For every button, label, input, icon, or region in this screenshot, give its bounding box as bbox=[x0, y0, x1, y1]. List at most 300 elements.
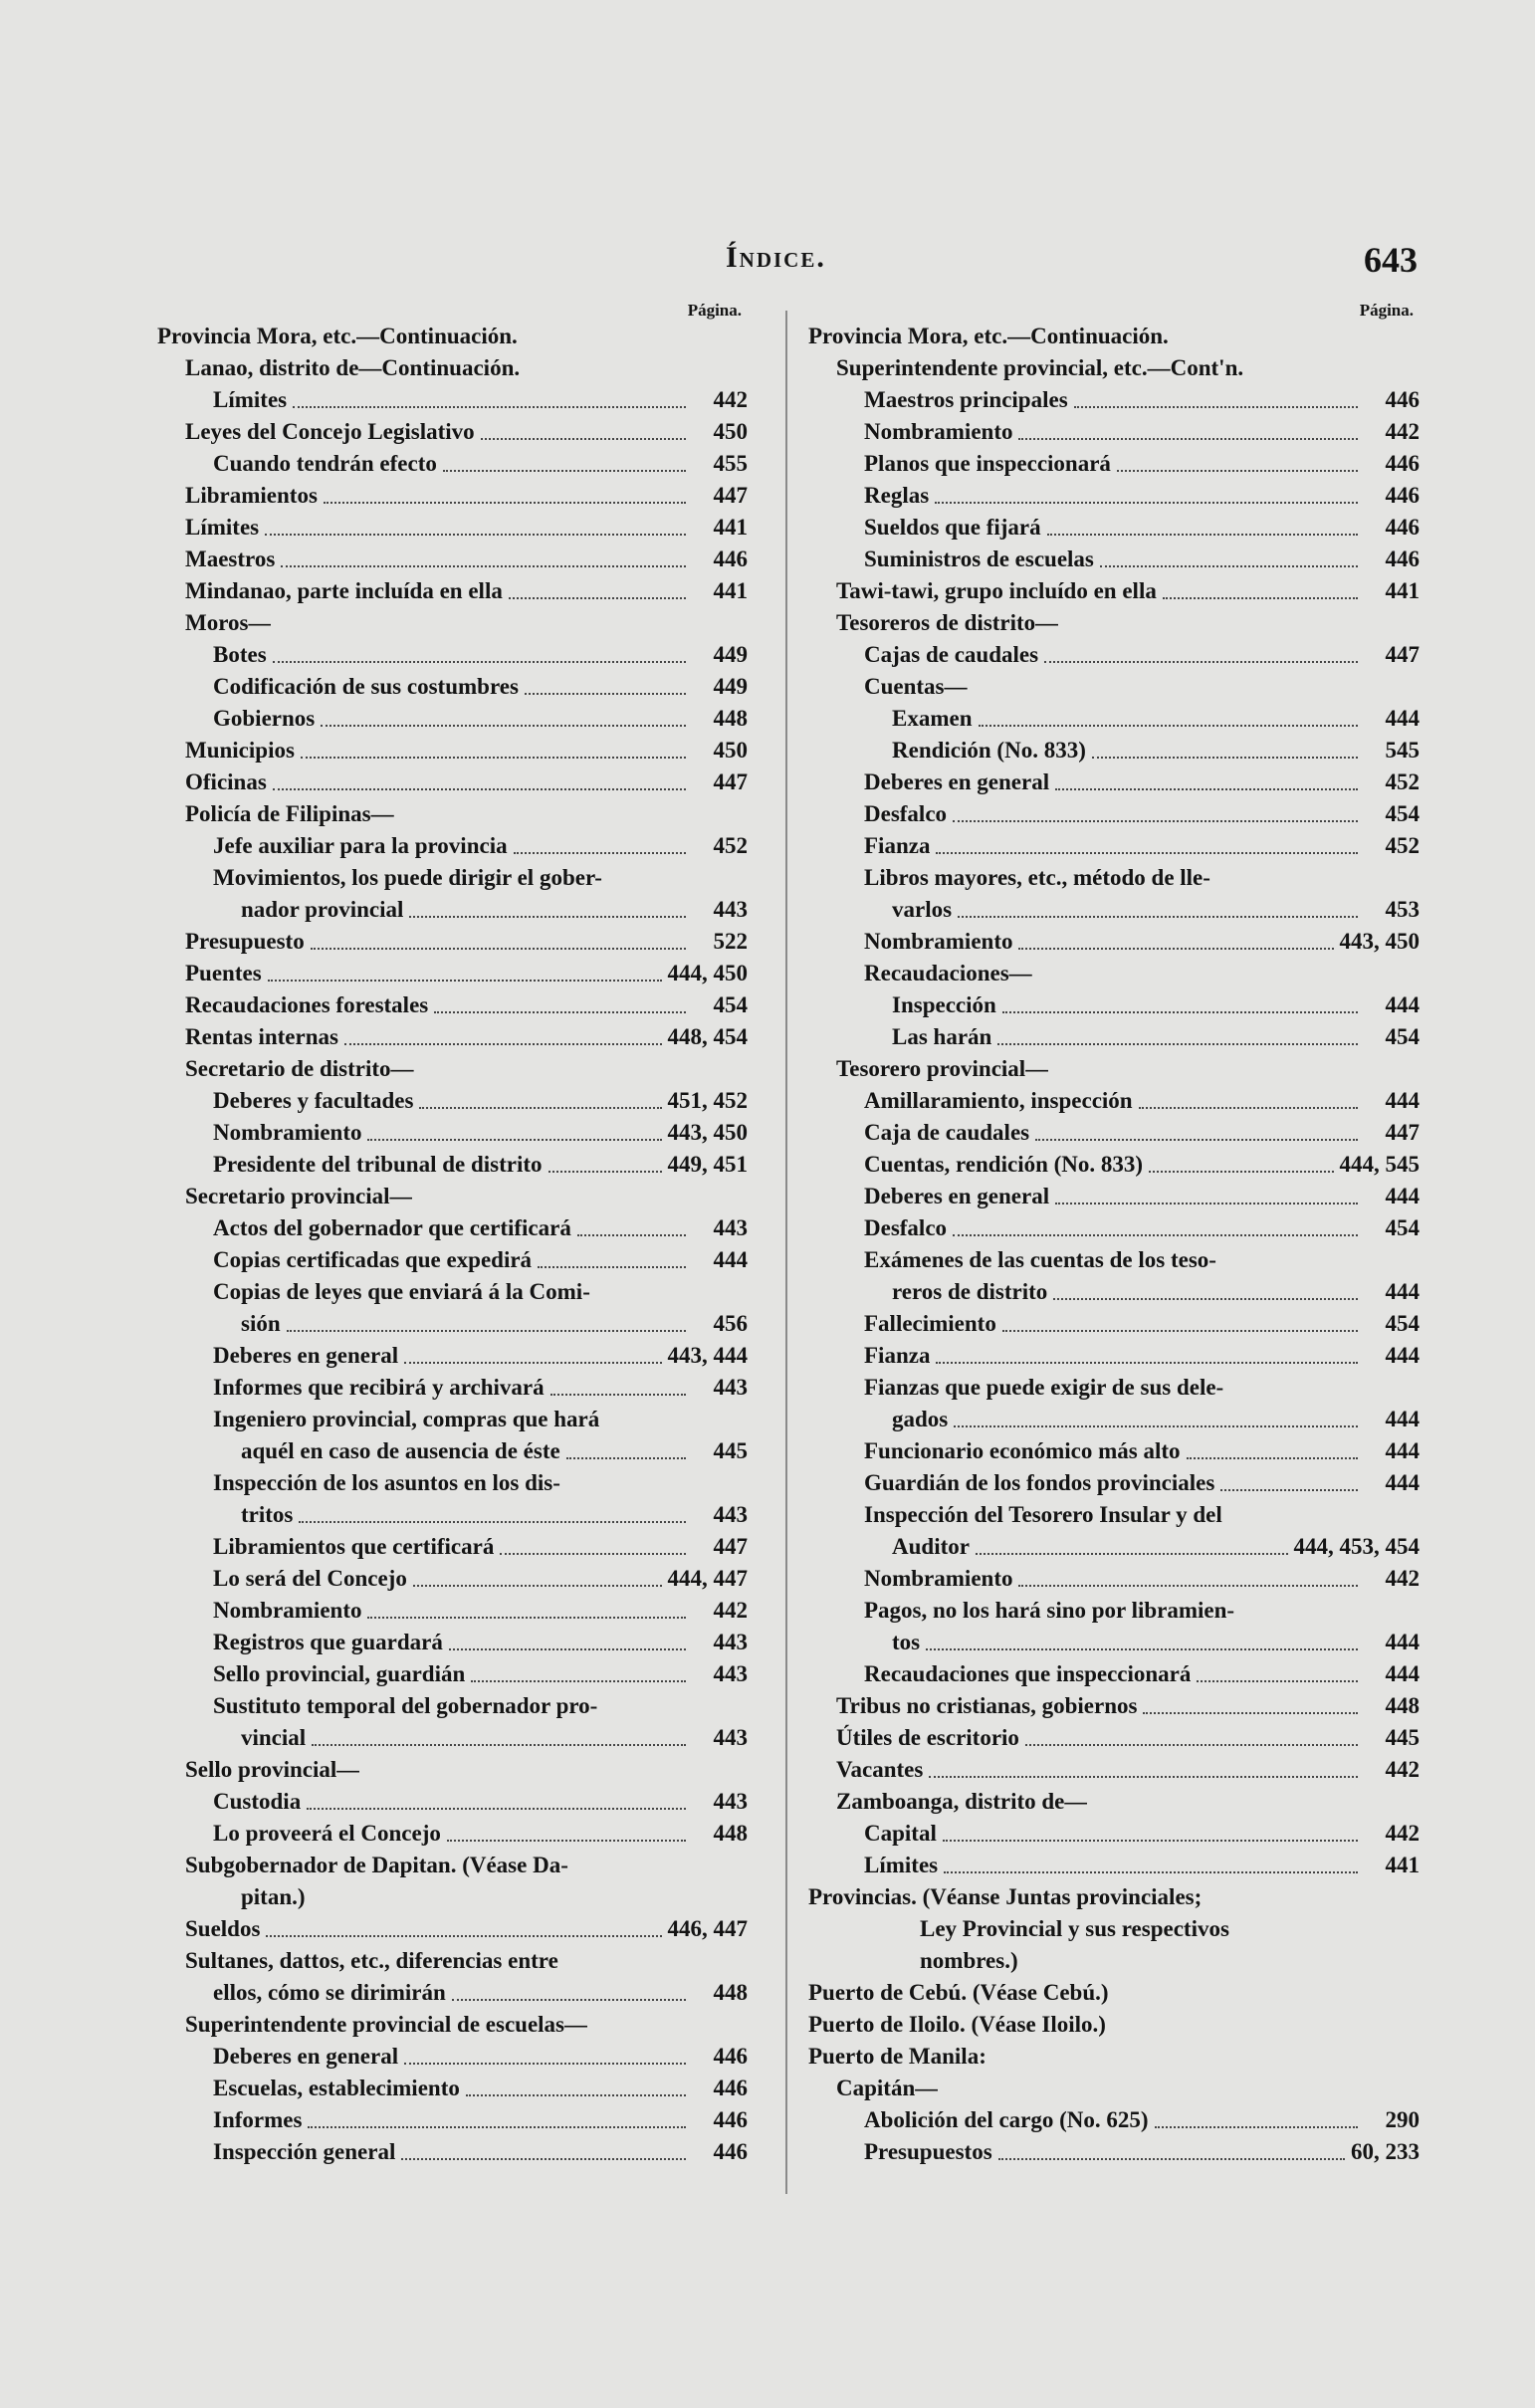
entry-page: 447 bbox=[1385, 1120, 1420, 1145]
dot-leader bbox=[997, 1043, 1358, 1045]
index-entry bbox=[808, 1627, 1420, 1658]
entry-label: Provincia Mora, etc.—Continuación. bbox=[157, 324, 518, 348]
entry-page: 441 bbox=[713, 515, 748, 540]
entry-page: 447 bbox=[713, 483, 748, 508]
entry-page: 455 bbox=[713, 451, 748, 476]
entry-page: 442 bbox=[1385, 1821, 1420, 1846]
entry-page: 448, 454 bbox=[667, 1024, 748, 1049]
entry-label: Tesoreros de distrito— bbox=[836, 610, 1059, 635]
entry-page: 444 bbox=[1385, 1407, 1420, 1431]
dot-leader bbox=[1018, 948, 1333, 950]
index-entry bbox=[808, 352, 1420, 384]
entry-page: 60, 233 bbox=[1351, 2139, 1420, 2164]
entry-label: Codificación de sus costumbres bbox=[213, 674, 519, 699]
entry-page: 447 bbox=[713, 1534, 748, 1559]
index-entry bbox=[808, 1563, 1420, 1595]
index-entry bbox=[157, 735, 748, 766]
index-entry bbox=[157, 1754, 748, 1786]
index-entry bbox=[808, 2073, 1420, 2104]
index-entry bbox=[808, 575, 1420, 607]
index-entry bbox=[808, 862, 1420, 894]
dot-leader bbox=[1002, 1011, 1358, 1013]
dot-leader bbox=[958, 916, 1358, 918]
entry-label: Ingeniero provincial, compras que hará bbox=[213, 1407, 600, 1431]
left-column bbox=[157, 301, 748, 2168]
entry-label: Movimientos, los puede dirigir el gober- bbox=[213, 865, 602, 890]
dot-leader bbox=[401, 2158, 686, 2160]
entry-label: Recaudaciones— bbox=[864, 961, 1032, 985]
entry-label: aquél en caso de ausencia de éste bbox=[241, 1438, 560, 1463]
entry-page: 442 bbox=[1385, 1566, 1420, 1591]
entry-label: Subgobernador de Dapitan. (Véase Da- bbox=[185, 1853, 568, 1877]
entry-label: Deberes en general bbox=[213, 2044, 399, 2069]
entry-label: Rentas internas bbox=[185, 1024, 338, 1049]
entry-label: Maestros bbox=[185, 547, 276, 571]
index-entry bbox=[157, 1276, 748, 1308]
entry-label: Superintendente provincial de escuelas— bbox=[185, 2012, 588, 2037]
entry-label: Sueldos bbox=[185, 1916, 261, 1941]
dot-leader bbox=[471, 1680, 686, 1682]
index-entry bbox=[808, 1372, 1420, 1404]
index-entry bbox=[157, 1658, 748, 1690]
entry-page: 443 bbox=[713, 1502, 748, 1527]
entry-label: Provincia Mora, etc.—Continuación. bbox=[808, 324, 1169, 348]
index-entry bbox=[808, 1658, 1420, 1690]
dot-leader bbox=[577, 1234, 686, 1236]
entry-page: 446 bbox=[1385, 451, 1420, 476]
entry-label: Caja de caudales bbox=[864, 1120, 1030, 1145]
index-entry bbox=[157, 2009, 748, 2041]
dot-leader bbox=[1053, 1298, 1358, 1300]
entry-label: varlos bbox=[892, 897, 953, 922]
dot-leader bbox=[404, 2063, 686, 2065]
dot-leader bbox=[404, 1362, 661, 1364]
index-entry bbox=[157, 1850, 748, 1881]
entry-label: Fianza bbox=[864, 833, 931, 858]
left-entries bbox=[157, 321, 748, 2168]
entry-label: Actos del gobernador que certificará bbox=[213, 1215, 571, 1240]
entry-label: Deberes en general bbox=[864, 769, 1050, 794]
dot-leader bbox=[1187, 1457, 1359, 1459]
entry-page: 448 bbox=[713, 1980, 748, 2005]
entry-label: Capital bbox=[864, 1821, 937, 1846]
entry-label: Zamboanga, distrito de— bbox=[836, 1789, 1088, 1814]
entry-label: Presupuesto bbox=[185, 929, 305, 954]
index-entry bbox=[808, 512, 1420, 544]
page-title: Índice. bbox=[726, 241, 826, 274]
entry-label: Botes bbox=[213, 642, 267, 667]
index-entry bbox=[808, 958, 1420, 989]
entry-label: gados bbox=[892, 1407, 949, 1431]
dot-leader bbox=[268, 980, 662, 982]
index-entry bbox=[808, 639, 1420, 671]
entry-label: Sustituto temporal del gobernador pro- bbox=[213, 1693, 598, 1718]
dot-leader bbox=[525, 693, 686, 695]
index-entry bbox=[157, 1881, 748, 1913]
entry-page: 446 bbox=[1385, 515, 1420, 540]
entry-label: Provincias. (Véanse Juntas provinciales; bbox=[808, 1884, 1203, 1909]
dot-leader bbox=[538, 1266, 686, 1268]
entry-label: Guardián de los fondos provinciales bbox=[864, 1470, 1215, 1495]
entry-label: Lanao, distrito de—Continuación. bbox=[185, 355, 521, 380]
entry-label: Puerto de Iloilo. (Véase Iloilo.) bbox=[808, 2012, 1106, 2037]
index-entry bbox=[808, 1786, 1420, 1818]
index-entry bbox=[157, 384, 748, 416]
entry-label: Libramientos bbox=[185, 483, 318, 508]
entry-label: Moros— bbox=[185, 610, 272, 635]
index-entry bbox=[157, 862, 748, 894]
dot-leader bbox=[979, 725, 1359, 727]
index-entry bbox=[808, 2104, 1420, 2136]
entry-label: Leyes del Concejo Legislativo bbox=[185, 419, 475, 444]
entry-page: 443 bbox=[713, 1375, 748, 1400]
entry-label: Superintendente provincial, etc.—Cont'n. bbox=[836, 355, 1244, 380]
index-entry bbox=[157, 958, 748, 989]
entry-label: Inspección bbox=[892, 992, 996, 1017]
entry-label: Maestros principales bbox=[864, 387, 1068, 412]
entry-label: Desfalco bbox=[864, 1215, 948, 1240]
index-entry bbox=[808, 989, 1420, 1021]
dot-leader bbox=[929, 1776, 1358, 1778]
entry-label: Sueldos que fijará bbox=[864, 515, 1041, 540]
entry-label: Tawi-tawi, grupo incluído en ella bbox=[836, 578, 1157, 603]
entry-page: 444 bbox=[1385, 1279, 1420, 1304]
entry-label: Secretario provincial— bbox=[185, 1184, 413, 1208]
entry-page: 447 bbox=[1385, 642, 1420, 667]
entry-page: 452 bbox=[713, 833, 748, 858]
entry-label: Escuelas, establecimiento bbox=[213, 2076, 460, 2100]
entry-page: 444, 447 bbox=[667, 1566, 748, 1591]
entry-page: 450 bbox=[713, 419, 748, 444]
index-entry bbox=[157, 1722, 748, 1754]
index-entry bbox=[808, 1531, 1420, 1563]
dot-leader bbox=[1149, 1171, 1333, 1173]
entry-label: Sello provincial— bbox=[185, 1757, 360, 1782]
entry-label: Nombramiento bbox=[864, 419, 1013, 444]
index-entry bbox=[157, 2104, 748, 2136]
dot-leader bbox=[1117, 470, 1358, 472]
index-entry bbox=[157, 1563, 748, 1595]
entry-label: Puentes bbox=[185, 961, 262, 985]
index-entry bbox=[808, 1435, 1420, 1467]
dot-leader bbox=[1055, 1203, 1358, 1204]
index-entry bbox=[808, 1308, 1420, 1340]
index-entry bbox=[808, 894, 1420, 926]
index-entry bbox=[157, 1786, 748, 1818]
entry-page: 445 bbox=[713, 1438, 748, 1463]
dot-leader bbox=[954, 1425, 1358, 1427]
entry-label: Auditor bbox=[892, 1534, 970, 1559]
dot-leader bbox=[1100, 565, 1358, 567]
index-entry bbox=[808, 1340, 1420, 1372]
entry-label: Límites bbox=[213, 387, 288, 412]
index-entry bbox=[157, 607, 748, 639]
entry-page: 522 bbox=[713, 929, 748, 954]
entry-page: 444, 450 bbox=[667, 961, 748, 985]
entry-label: Tribus no cristianas, gobiernos bbox=[836, 1693, 1138, 1718]
entry-page: 449 bbox=[713, 642, 748, 667]
dot-leader bbox=[447, 1840, 686, 1842]
entry-label: Recaudaciones que inspeccionará bbox=[864, 1661, 1192, 1686]
entry-page: 442 bbox=[713, 1598, 748, 1623]
entry-page: 444 bbox=[1385, 1438, 1420, 1463]
dot-leader bbox=[1055, 788, 1358, 790]
index-entry bbox=[157, 2041, 748, 2073]
index-entry bbox=[157, 352, 748, 384]
dot-leader bbox=[265, 534, 686, 536]
dot-leader bbox=[443, 470, 686, 472]
index-entry bbox=[808, 1754, 1420, 1786]
dot-leader bbox=[324, 502, 686, 504]
dot-leader bbox=[1139, 1107, 1358, 1109]
entry-page: 446 bbox=[713, 547, 748, 571]
entry-label: Deberes en general bbox=[213, 1343, 399, 1368]
index-entry bbox=[808, 1881, 1420, 1913]
entry-page: 448 bbox=[1385, 1693, 1420, 1718]
entry-label: Informes que recibirá y archivará bbox=[213, 1375, 545, 1400]
entry-page: 443, 444 bbox=[667, 1343, 748, 1368]
entry-page: 446 bbox=[1385, 547, 1420, 571]
index-entry bbox=[808, 544, 1420, 575]
index-entry bbox=[808, 2041, 1420, 2073]
entry-label: Copias de leyes que enviará á la Comi- bbox=[213, 1279, 590, 1304]
dot-leader bbox=[1025, 1744, 1358, 1746]
index-entry bbox=[157, 1435, 748, 1467]
index-entry bbox=[808, 2136, 1420, 2168]
entry-label: Deberes en general bbox=[864, 1184, 1050, 1208]
dot-leader bbox=[281, 565, 686, 567]
index-entry bbox=[808, 1977, 1420, 2009]
index-entry bbox=[808, 448, 1420, 480]
entry-label: Planos que inspeccionará bbox=[864, 451, 1111, 476]
index-entry bbox=[157, 416, 748, 448]
index-entry bbox=[157, 766, 748, 798]
dot-leader bbox=[943, 1840, 1358, 1842]
entry-page: 448 bbox=[713, 706, 748, 731]
entry-page: 446 bbox=[713, 2076, 748, 2100]
dot-leader bbox=[434, 1011, 686, 1013]
entry-label: Recaudaciones forestales bbox=[185, 992, 429, 1017]
entry-label: Sello provincial, guardián bbox=[213, 1661, 466, 1686]
entry-page: 454 bbox=[1385, 1215, 1420, 1240]
dot-leader bbox=[1155, 2126, 1358, 2128]
entry-page: 442 bbox=[713, 387, 748, 412]
right-column bbox=[808, 301, 1420, 2168]
index-entry bbox=[157, 1467, 748, 1499]
index-entry bbox=[808, 1945, 1420, 1977]
index-entry bbox=[157, 798, 748, 830]
dot-leader bbox=[321, 725, 686, 727]
entry-label: Examen bbox=[892, 706, 973, 731]
index-entry bbox=[808, 1149, 1420, 1181]
entry-page: 444 bbox=[1385, 706, 1420, 731]
entry-label: Presupuestos bbox=[864, 2139, 992, 2164]
entry-label: Vacantes bbox=[836, 1757, 924, 1782]
entry-page: 446, 447 bbox=[667, 1916, 748, 1941]
dot-leader bbox=[481, 438, 686, 440]
index-entry bbox=[808, 1181, 1420, 1212]
index-entry bbox=[157, 1085, 748, 1117]
index-entry bbox=[808, 480, 1420, 512]
dot-leader bbox=[1092, 757, 1358, 759]
dot-leader bbox=[936, 852, 1358, 854]
pagina-label: Página. bbox=[1359, 301, 1414, 320]
dot-leader bbox=[953, 820, 1358, 822]
dot-leader bbox=[312, 1744, 686, 1746]
entry-label: sión bbox=[241, 1311, 281, 1336]
index-entry bbox=[808, 2009, 1420, 2041]
entry-label: Municipios bbox=[185, 738, 295, 763]
index-entry bbox=[808, 1244, 1420, 1276]
entry-page: 454 bbox=[713, 992, 748, 1017]
index-entry bbox=[808, 1053, 1420, 1085]
dot-leader bbox=[466, 2094, 686, 2096]
index-entry bbox=[808, 1499, 1420, 1531]
index-entry bbox=[157, 830, 748, 862]
dot-leader bbox=[301, 757, 686, 759]
index-entry bbox=[808, 735, 1420, 766]
index-entry bbox=[808, 1722, 1420, 1754]
entry-label: Inspección general bbox=[213, 2139, 396, 2164]
entry-label: vincial bbox=[241, 1725, 307, 1750]
index-entry bbox=[157, 1117, 748, 1149]
entry-label: Libramientos que certificará bbox=[213, 1534, 495, 1559]
entry-page: 545 bbox=[1385, 738, 1420, 763]
entry-label: Rendición (No. 833) bbox=[892, 738, 1086, 763]
dot-leader bbox=[308, 2126, 686, 2128]
entry-label: Secretario de distrito— bbox=[185, 1056, 414, 1081]
index-entry bbox=[157, 1818, 748, 1850]
entry-label: Cuentas, rendición (No. 833) bbox=[864, 1152, 1144, 1177]
index-entry bbox=[157, 1945, 748, 1977]
dot-leader bbox=[409, 916, 686, 918]
entry-page: 446 bbox=[1385, 483, 1420, 508]
entry-label: Jefe auxiliar para la provincia bbox=[213, 833, 508, 858]
entry-page: 453 bbox=[1385, 897, 1420, 922]
entry-label: Capitán— bbox=[836, 2076, 939, 2100]
entry-label: Registros que guardará bbox=[213, 1630, 443, 1654]
dot-leader bbox=[500, 1553, 686, 1555]
index-entry bbox=[157, 1053, 748, 1085]
dot-leader bbox=[1035, 1139, 1358, 1141]
index-entry bbox=[157, 1977, 748, 2009]
entry-page: 442 bbox=[1385, 419, 1420, 444]
entry-label: Cuando tendrán efecto bbox=[213, 451, 437, 476]
dot-leader bbox=[1018, 1585, 1358, 1587]
index-entry bbox=[157, 639, 748, 671]
entry-page: 450 bbox=[713, 738, 748, 763]
index-entry bbox=[157, 1404, 748, 1435]
index-entry bbox=[808, 671, 1420, 703]
entry-page: 454 bbox=[1385, 1311, 1420, 1336]
index-entry bbox=[157, 1595, 748, 1627]
entry-label: tritos bbox=[241, 1502, 294, 1527]
dot-leader bbox=[998, 2158, 1345, 2160]
index-entry bbox=[808, 766, 1420, 798]
entry-page: 443 bbox=[713, 897, 748, 922]
entry-label: ellos, cómo se dirimirán bbox=[213, 1980, 446, 2005]
dot-leader bbox=[293, 406, 686, 408]
index-entry bbox=[157, 575, 748, 607]
index-entry bbox=[157, 1499, 748, 1531]
entry-label: Oficinas bbox=[185, 769, 267, 794]
entry-page: 454 bbox=[1385, 801, 1420, 826]
index-entry bbox=[157, 2136, 748, 2168]
index-entry bbox=[157, 703, 748, 735]
dot-leader bbox=[1163, 597, 1358, 599]
index-entry bbox=[808, 1467, 1420, 1499]
index-entry bbox=[808, 416, 1420, 448]
entry-label: Nombramiento bbox=[864, 929, 1013, 954]
index-entry bbox=[808, 1404, 1420, 1435]
entry-label: Abolición del cargo (No. 625) bbox=[864, 2107, 1149, 2132]
index-entry bbox=[808, 384, 1420, 416]
index-entry bbox=[157, 894, 748, 926]
dot-leader bbox=[936, 1362, 1358, 1364]
entry-label: Sultanes, dattos, etc., diferencias entre bbox=[185, 1948, 558, 1973]
entry-page: 449 bbox=[713, 674, 748, 699]
entry-label: Límites bbox=[864, 1853, 939, 1877]
entry-label: Policía de Filipinas— bbox=[185, 801, 394, 826]
entry-label: Límites bbox=[185, 515, 260, 540]
entry-label: Cuentas— bbox=[864, 674, 968, 699]
entry-page: 452 bbox=[1385, 769, 1420, 794]
entry-label: Informes bbox=[213, 2107, 303, 2132]
index-entry bbox=[808, 830, 1420, 862]
dot-leader bbox=[287, 1330, 686, 1332]
index-entry bbox=[808, 607, 1420, 639]
dot-leader bbox=[273, 788, 686, 790]
index-entry bbox=[157, 1627, 748, 1658]
index-entry bbox=[157, 1212, 748, 1244]
index-entry bbox=[808, 1276, 1420, 1308]
index-entry bbox=[157, 1913, 748, 1945]
entry-page: 444 bbox=[1385, 1088, 1420, 1113]
entry-page: 443 bbox=[713, 1725, 748, 1750]
entry-page: 454 bbox=[1385, 1024, 1420, 1049]
index-entry bbox=[808, 703, 1420, 735]
index-entry bbox=[808, 1021, 1420, 1053]
entry-label: Deberes y facultades bbox=[213, 1088, 414, 1113]
dot-leader bbox=[344, 1043, 662, 1045]
entry-label: Nombramiento bbox=[864, 1566, 1013, 1591]
index-entry bbox=[157, 1340, 748, 1372]
entry-label: Pagos, no los hará sino por libramien- bbox=[864, 1598, 1235, 1623]
index-entry bbox=[157, 926, 748, 958]
dot-leader bbox=[273, 661, 686, 663]
right-entries bbox=[808, 321, 1420, 2168]
entry-page: 441 bbox=[713, 578, 748, 603]
entry-label: Tesorero provincial— bbox=[836, 1056, 1049, 1081]
entry-page: 446 bbox=[713, 2139, 748, 2164]
entry-label: Lo será del Concejo bbox=[213, 1566, 407, 1591]
entry-page: 446 bbox=[1385, 387, 1420, 412]
index-entry bbox=[808, 1085, 1420, 1117]
index-entry bbox=[157, 1372, 748, 1404]
dot-leader bbox=[449, 1648, 686, 1650]
index-entry bbox=[157, 544, 748, 575]
index-entry bbox=[808, 1595, 1420, 1627]
entry-page: 442 bbox=[1385, 1757, 1420, 1782]
entry-label: nombres.) bbox=[920, 1948, 1018, 1973]
entry-label: pitan.) bbox=[241, 1884, 306, 1909]
entry-page: 446 bbox=[713, 2107, 748, 2132]
index-entry bbox=[157, 2073, 748, 2104]
entry-page: 443 bbox=[713, 1215, 748, 1240]
index-entry bbox=[808, 1913, 1420, 1945]
dot-leader bbox=[367, 1139, 661, 1141]
dot-leader bbox=[307, 1808, 686, 1810]
